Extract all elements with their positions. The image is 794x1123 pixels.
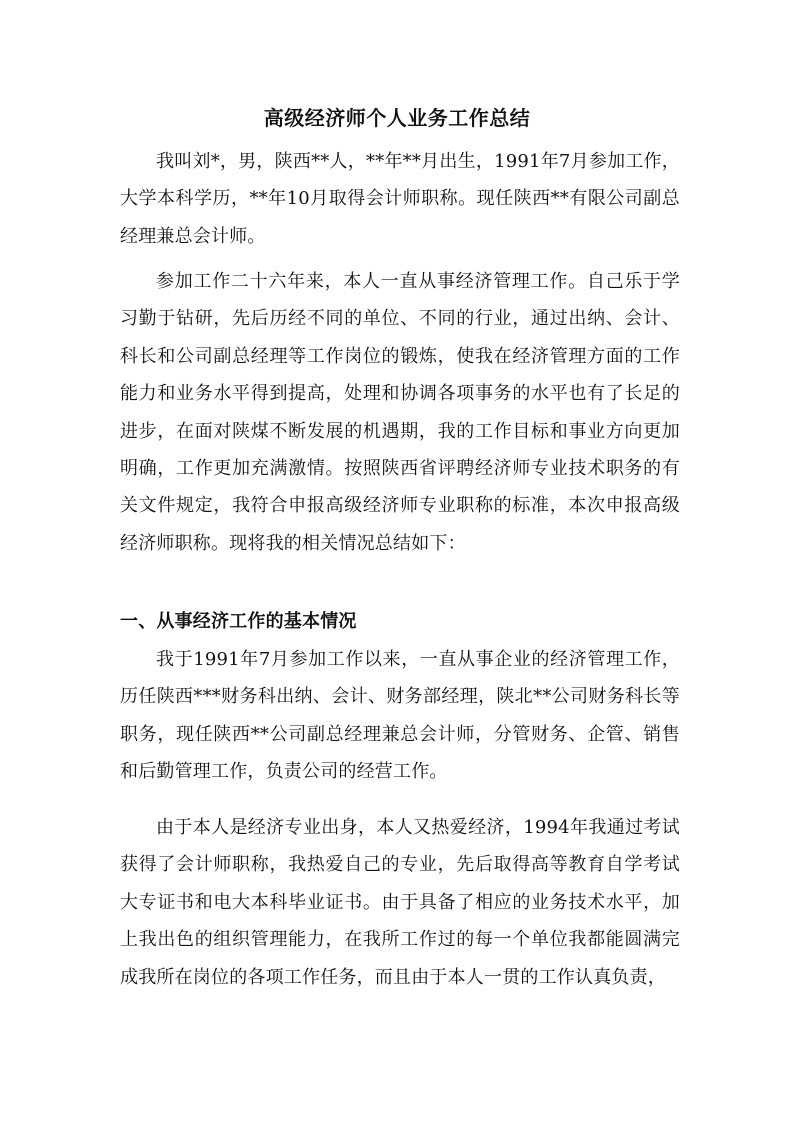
section-heading: 一、从事经济工作的基本情况: [120, 611, 357, 632]
paragraph-4-block: [120, 809, 680, 996]
paragraph-3-block: [120, 641, 680, 791]
paragraph-3: 我于1991年7月参加工作以来，一直从事企业的经济管理工作，历任陕西***财务科出纳、会计、财务部经理，陕北**公司财务科长等职务，现任陕西**公司副总经理兼总会计师，分管财务、企管、销售和后勤管理工作，负责公司的经营工作。: [120, 649, 680, 783]
paragraph-2-block: [120, 263, 680, 562]
paragraph-1-block: [120, 143, 680, 255]
paragraph-1: 我叫刘*，男，陕西**人，**年**月出生，1991年7月参加工作，大学本科学历，**年10月取得会计师职称。现任陕西**有限公司副总经理兼总会计师。: [120, 151, 680, 247]
paragraph-4: 由于本人是经济专业出身，本人又热爱经济，1994年我通过考试获得了会计师职称，我热爱自己的专业，先后取得高等教育自学考试大专证书和电大本科毕业证书。由于具备了相应的业务技术水平，加上我出色的组织管理能力，在我所工作过的每一个单位我都能圆满完成我所在岗位的各项工作任务，而且由于本人一贯的工作认真负责，: [120, 817, 680, 988]
paragraph-2: 参加工作二十六年来，本人一直从事经济管理工作。自己乐于学习勤于钻研，先后历经不同的单位、不同的行业，通过出纳、会计、科长和公司副总经理等工作岗位的锻炼，使我在经济管理方面的工作能力和业务水平得到提高，处理和协调各项事务的水平也有了长足的进步，在面对陕煤不断发展的机遇期，我的工作目标和事业方向更加明确，工作更加充满激情。按照陕西省评聘经济师专业技术职务的有关文件规定，我符合申报高级经济师专业职称的标准，本次申报高级经济师职称。现将我的相关情况总结如下：: [120, 271, 680, 554]
document-title: 高级经济师个人业务工作总结: [263, 106, 531, 130]
section-heading-block: [120, 603, 680, 640]
